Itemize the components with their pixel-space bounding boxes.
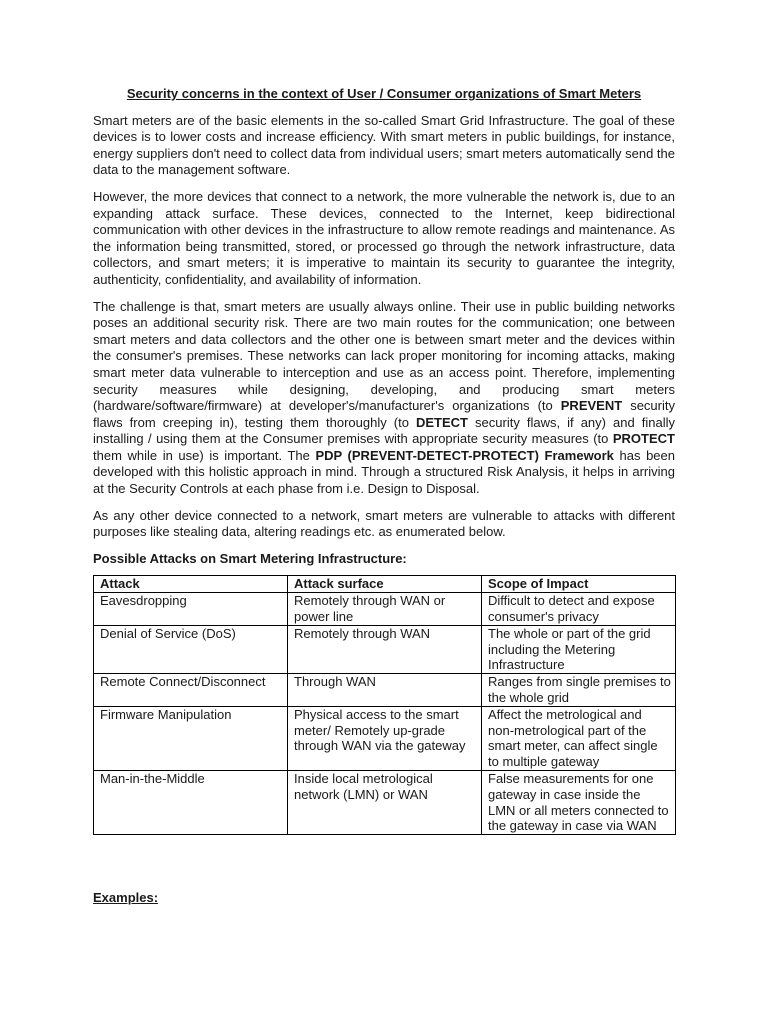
text-run: them while in use) is important. The: [93, 447, 316, 463]
attacks-table: [93, 575, 676, 835]
prevent-keyword: PREVENT: [560, 398, 623, 414]
cell-scope-of-impact: The whole or part of the grid including the Metering Infrastructure: [482, 625, 676, 673]
column-header-attack: Attack: [94, 576, 288, 593]
cell-attack-surface: Inside local metrological network (LMN) or WAN: [288, 771, 482, 835]
table-row: [94, 593, 676, 626]
detect-keyword: DETECT: [416, 414, 468, 430]
cell-scope-of-impact: Ranges from single premises to the whole grid: [482, 674, 676, 707]
cell-attack: Firmware Manipulation: [94, 706, 288, 770]
cell-scope-of-impact: Difficult to detect and expose consumer's privacy: [482, 593, 676, 626]
cell-attack: Man-in-the-Middle: [94, 771, 288, 835]
cell-attack-surface: Remotely through WAN or power line: [288, 593, 482, 626]
document-title: Security concerns in the context of User / Consumer organizations of Smart Meters: [126, 86, 642, 101]
cell-attack-surface: Through WAN: [288, 674, 482, 707]
table-row: [94, 771, 676, 835]
examples-heading: Examples:: [93, 890, 159, 905]
column-header-attack-surface: Attack surface: [288, 576, 482, 593]
text-run: security flaws from creeping in), testing them thoroughly (to: [93, 398, 675, 430]
table-row: [94, 706, 676, 770]
attacks-subheading: Possible Attacks on Smart Metering Infrastructure:: [93, 550, 407, 566]
cell-scope-of-impact: Affect the metrological and non-metrological part of the smart meter, can affect single to multiple gateway: [482, 706, 676, 770]
cell-attack: Remote Connect/Disconnect: [94, 674, 288, 707]
text-run: security flaws, if any) and finally installing / using them at the Consumer premises with appropriate security measures (to: [93, 414, 676, 447]
table-row: [94, 625, 676, 673]
document-body: [93, 86, 675, 835]
table-header-row: [94, 576, 676, 593]
paragraph-challenge: [93, 299, 675, 498]
paragraph-attacks-intro: As any other device connected to a network, smart meters are vulnerable to attacks with different purposes like stealing data, altering readings etc. as enumerated below.: [93, 507, 675, 540]
cell-scope-of-impact: False measurements for one gateway in case inside the LMN or all meters connected to the gateway in case via WAN: [482, 771, 676, 835]
cell-attack-surface: Remotely through WAN: [288, 625, 482, 673]
text-run: has been developed with this holistic approach in mind. Through a structured Risk Analysis, it helps in arriving at the Security Controls at each phase from i.e. Design to Disposal.: [93, 447, 675, 497]
pdp-framework-name: PDP (PREVENT-DETECT-PROTECT) Framework: [315, 447, 614, 463]
cell-attack-surface: Physical access to the smart meter/ Remotely up-grade through WAN via the gateway: [288, 706, 482, 770]
cell-attack: Eavesdropping: [94, 593, 288, 626]
paragraph-intro: Smart meters are of the basic elements in the so-called Smart Grid Infrastructure. The goal of these devices is to lower costs and increase efficiency. With smart meters in public buildings, for instance, energy suppliers don't need to collect data from individual users; smart meters automatically send the data to the management software.: [93, 112, 675, 178]
paragraph-vulnerability: However, the more devices that connect to a network, the more vulnerable the network is, due to an expanding attack surface. These devices, connected to the Internet, keep bidirectional communication with other devices in the infrastructure to allow remote readings and maintenance. As the information being transmitted, stored, or processed go through the network infrastructure, data collectors, and smart meters; it is imperative to maintain its security to guarantee the integrity, authenticity, confidentiality, and availability of information.: [93, 188, 675, 287]
cell-attack: Denial of Service (DoS): [94, 625, 288, 673]
text-run: The challenge is that, smart meters are usually always online. Their use in public building networks poses an additional security risk. There are two main routes for the communication; one between smart meters and data collectors and the other one is between smart meter and the devices within the consumer's premises. These networks can lack proper monitoring for incoming attacks, making smart meter data vulnerable to interception and use as an access point. Therefore, implementing security measures while designing, developing, and producing smart meters (hardware/software/firmware) at developer's/manufacturer's organizations (to: [93, 298, 675, 414]
protect-keyword: PROTECT: [612, 431, 675, 447]
column-header-scope-of-impact: Scope of Impact: [482, 576, 676, 593]
table-row: [94, 674, 676, 707]
